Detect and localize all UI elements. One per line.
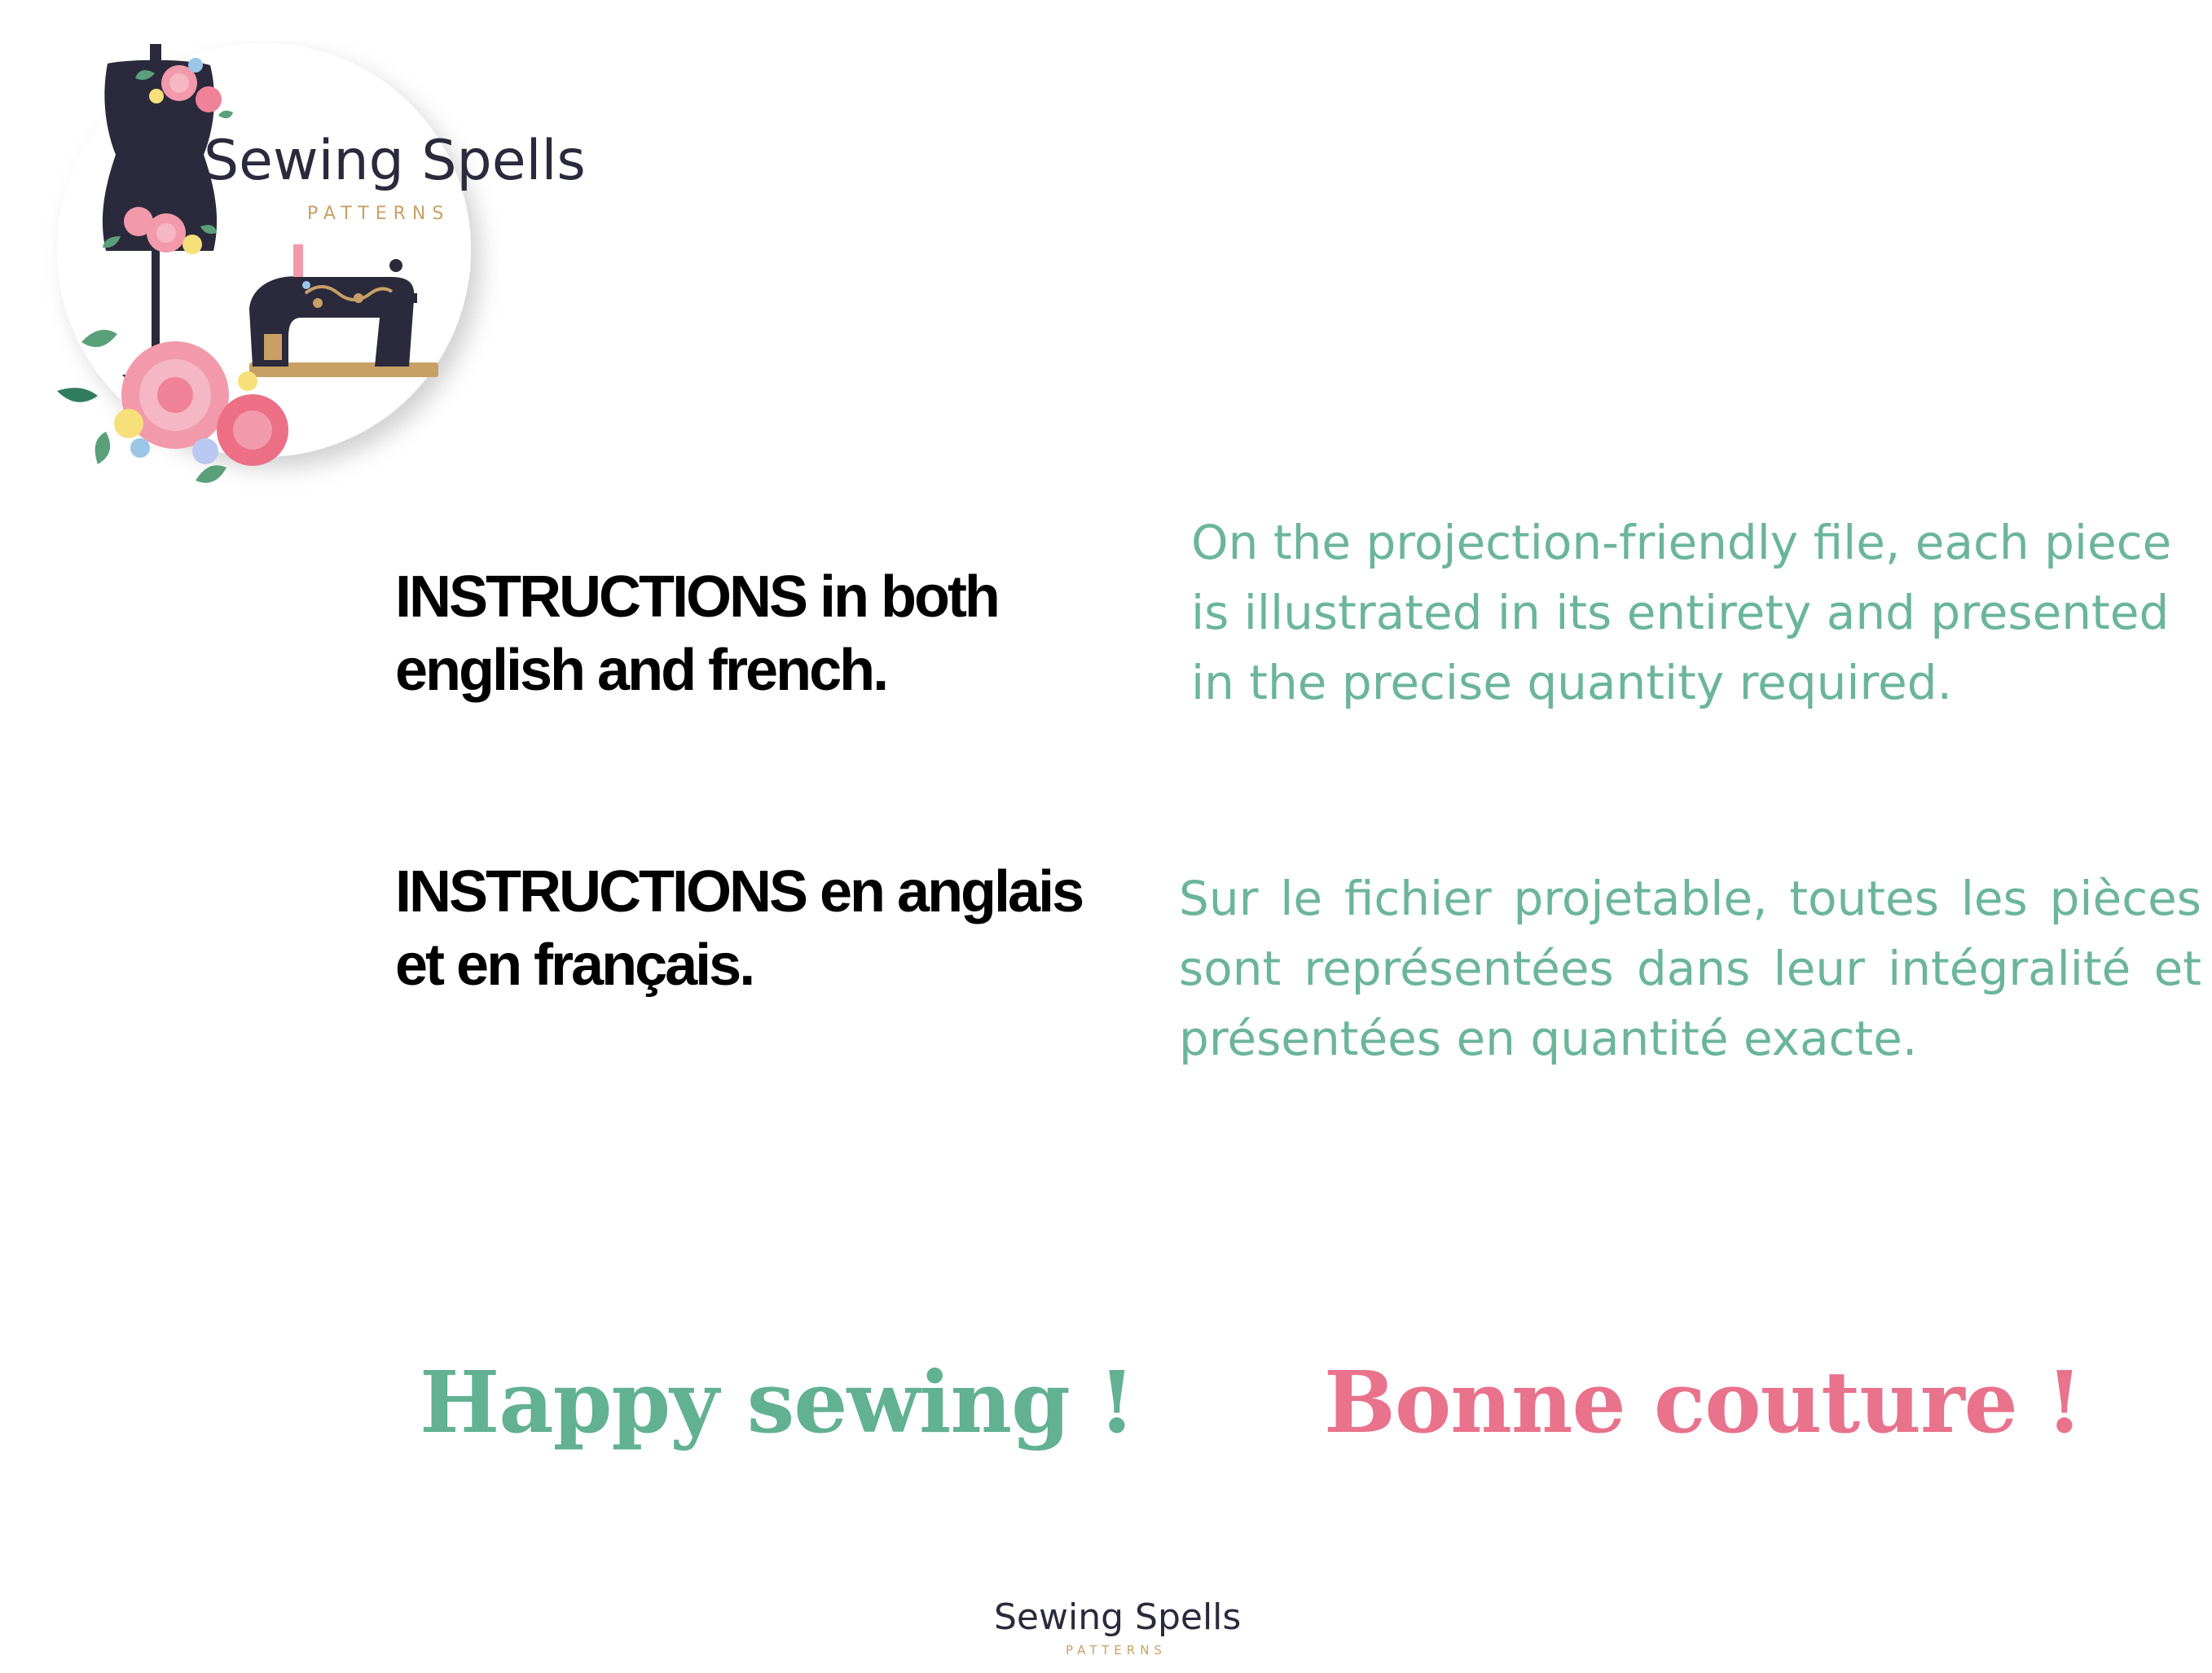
footer-brand: [994, 1596, 1242, 1658]
slogan-happy-sewing: Happy sewing !: [420, 1352, 1135, 1452]
paragraph-line: On the projection-friendly file, each piece: [1191, 515, 2172, 570]
paragraph-line: présentées en quantité exacte.: [1179, 1011, 1918, 1066]
paragraph-line: sont représentées dans leur intégralité et: [1179, 941, 2201, 996]
heading-line: english and french.: [395, 638, 887, 703]
paragraph-line: in the precise quantity required.: [1191, 655, 1953, 710]
paragraph-projection-french: [1179, 863, 2201, 1074]
logo-brand-name: Sewing Spells: [204, 129, 586, 193]
heading-instructions-english: [395, 560, 998, 707]
brand-logo: [33, 41, 603, 497]
heading-line: INSTRUCTIONS in both: [395, 564, 998, 630]
paragraph-projection-english: [1191, 507, 2210, 718]
slogan-bonne-couture: Bonne couture !: [1324, 1352, 2082, 1452]
heading-line: INSTRUCTIONS en anglais: [395, 859, 1083, 924]
footer-brand-name: Sewing Spells: [994, 1596, 1242, 1638]
logo-brand-sub: PATTERNS: [307, 204, 451, 224]
paragraph-line: is illustrated in its entirety and presented: [1191, 585, 2170, 640]
heading-line: et en français.: [395, 933, 754, 998]
logo-artwork: [33, 41, 603, 497]
heading-instructions-french: [395, 855, 1082, 1002]
footer-brand-sub: PATTERNS: [1066, 1643, 1167, 1658]
paragraph-line: Sur le fichier projetable, toutes les pièces: [1179, 871, 2201, 926]
